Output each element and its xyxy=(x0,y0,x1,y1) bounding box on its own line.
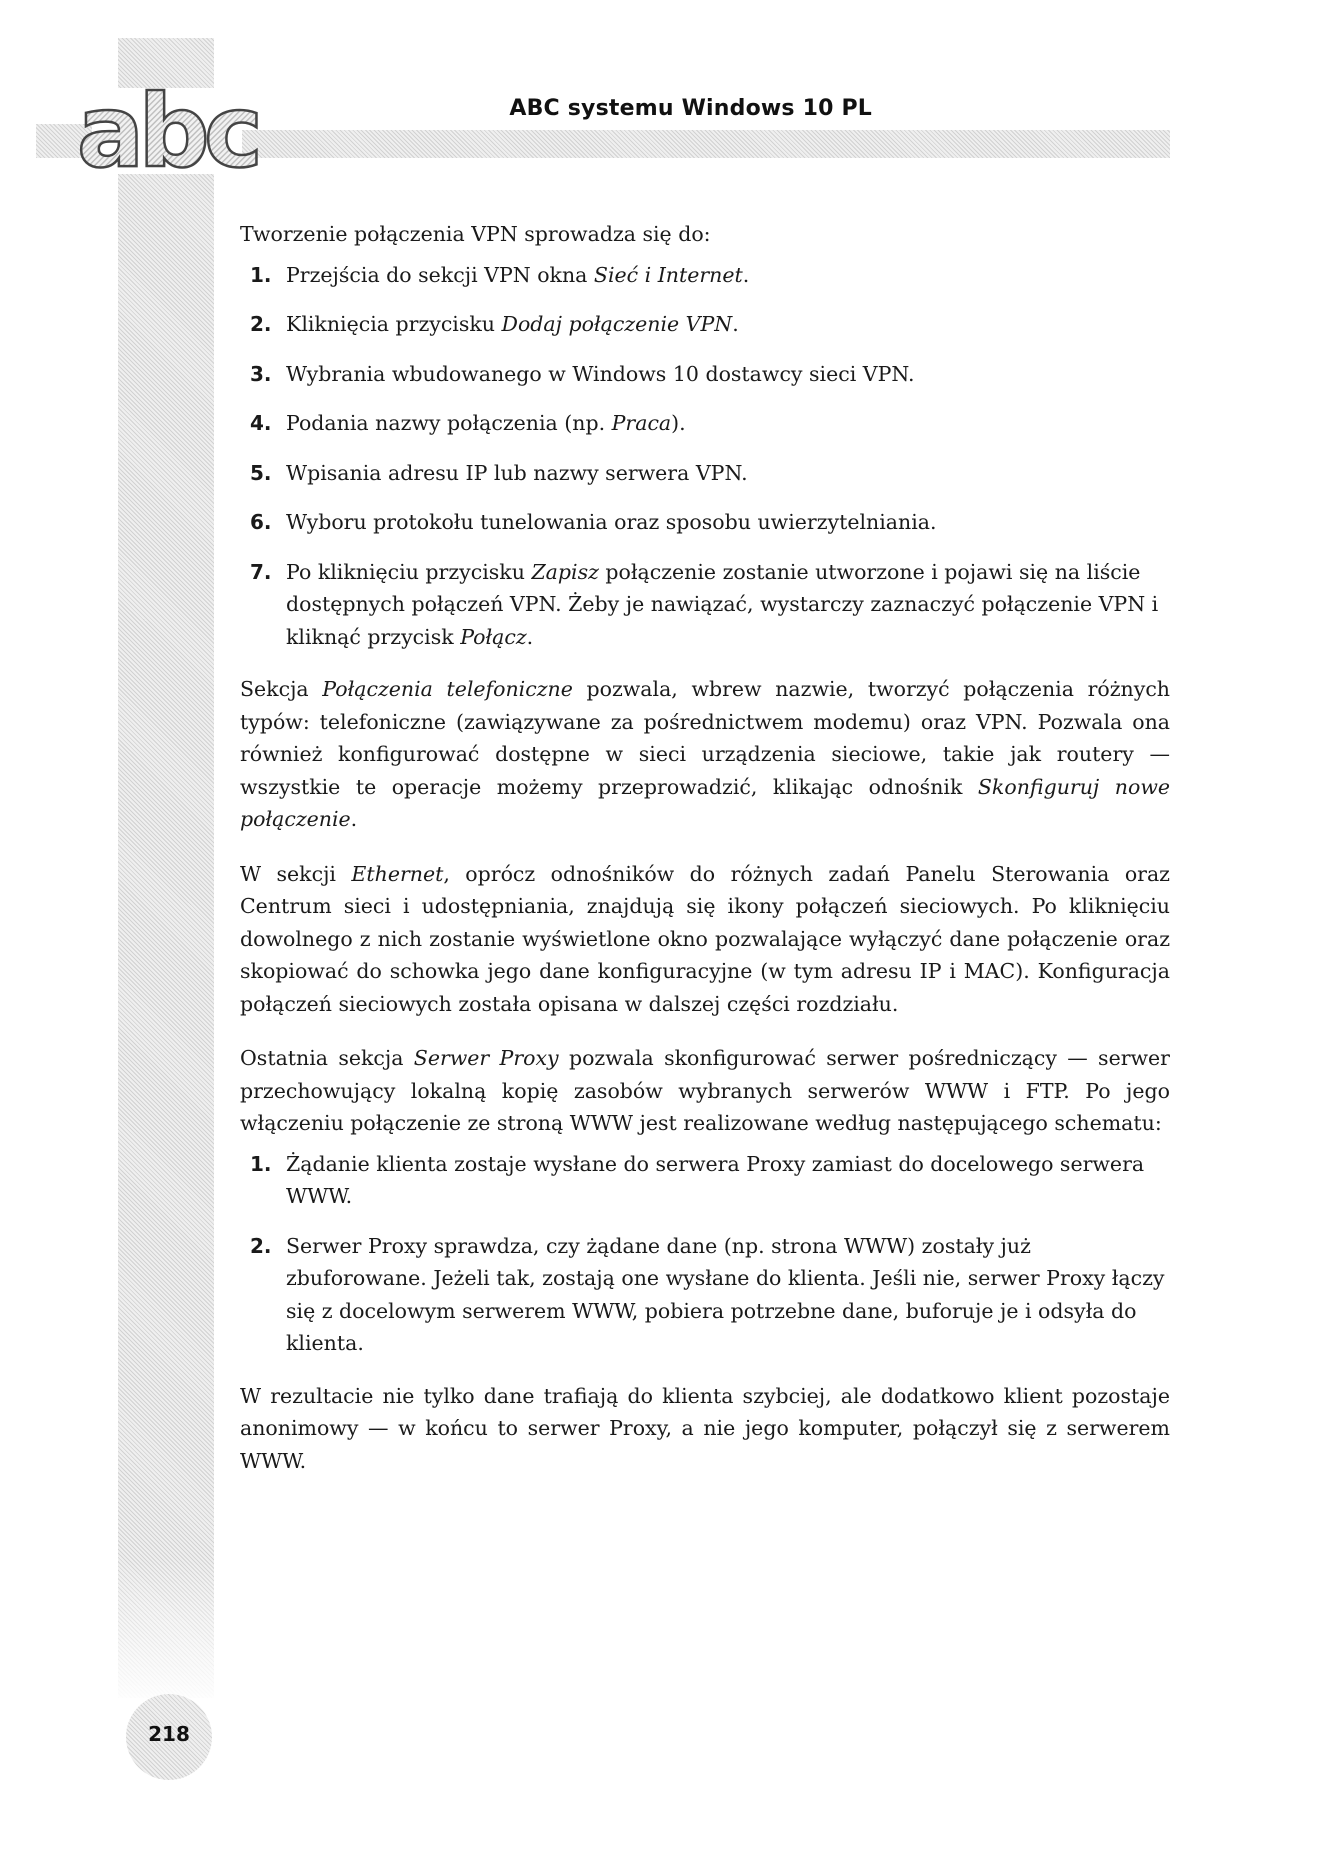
paragraph-text: , oprócz odnośników do różnych zadań Panelu Sterowania oraz Centrum sieci i udostępniania, znajdują się ikony połączeń sieciowych. Po kliknięciu dowolnego z nich zostanie wyświetlone okno pozwalające wyłączyć dane połączenie oraz skopiować do schowka jego dane konfiguracyjne (w tym adresu IP i MAC). Konfiguracja połączeń sieciowych została opisana w dalszej części rozdziału. xyxy=(240,861,1170,1016)
list-item-text: ). xyxy=(671,411,686,435)
list-item xyxy=(250,407,1170,440)
abc-logo xyxy=(76,73,258,190)
page-content xyxy=(240,218,1170,1477)
paragraph-text: . xyxy=(350,807,358,831)
list-item-text: połączenie zostanie utworzone i pojawi się na liście dostępnych połączeń VPN. Żeby je nawiązać, wystarczy zaznaczyć połączenie VPN i kliknąć przycisk xyxy=(286,559,1159,649)
list-item-number: 4. xyxy=(250,411,272,435)
paragraph-emphasis: Serwer Proxy xyxy=(413,1046,559,1070)
ethernet-paragraph xyxy=(240,858,1170,1021)
list-item-text: Kliknięcia przycisku xyxy=(286,312,502,336)
list-item-number: 1. xyxy=(250,262,272,287)
paragraph-text: Sekcja xyxy=(240,677,323,701)
list-item xyxy=(250,259,1170,292)
side-strip-fade xyxy=(118,1560,214,1700)
list-item-text: . xyxy=(732,312,739,336)
paragraph-emphasis: Ethernet xyxy=(351,861,444,886)
list-item-emphasis: Dodaj połączenie VPN xyxy=(501,312,733,336)
intro-paragraph: Tworzenie połączenia VPN sprowadza się do: xyxy=(240,222,711,246)
list-item-number: 7. xyxy=(250,559,272,584)
paragraph-emphasis: Skonfiguruj nowe połączenie xyxy=(240,774,1170,831)
list-item-text: Żądanie klienta zostaje wysłane do serwera Proxy zamiast do docelowego serwera WWW. xyxy=(286,1151,1145,1208)
paragraph-text: Ostatnia sekcja xyxy=(240,1046,414,1070)
vpn-steps-list xyxy=(240,259,1170,654)
dialup-paragraph xyxy=(240,673,1170,836)
list-item-emphasis: Praca xyxy=(611,411,672,435)
list-item-number: 6. xyxy=(250,510,272,534)
paragraph-text: W sekcji xyxy=(240,861,352,886)
page-number: 218 xyxy=(148,1722,190,1746)
list-item-emphasis: Zapisz xyxy=(531,559,599,584)
list-item-emphasis: Sieć i Internet xyxy=(593,262,743,287)
list-item-text: Wyboru protokołu tunelowania oraz sposobu uwierzytelniania. xyxy=(286,510,937,534)
list-item xyxy=(250,308,1170,341)
list-item xyxy=(250,358,1170,391)
list-item-number: 3. xyxy=(250,361,272,386)
list-item-number: 1. xyxy=(250,1151,272,1176)
paragraph-text: pozwala skonfigurować serwer pośredniczący — serwer przechowujący lokalną kopię zasobów wybranych serwerów WWW i FTP. Po jego włączeniu połączenie ze stroną WWW jest realizowane według następującego schematu: xyxy=(240,1046,1170,1135)
list-item-text: Serwer Proxy sprawdza, czy żądane dane (np. strona WWW) zostały już zbuforowane. Jeżeli tak, zostają one wysłane do klienta. Jeśli nie, serwer Proxy łączy się z docelowym serwerem WWW, pobiera potrzebne dane, buforuje je i odsyła do klienta. xyxy=(286,1233,1165,1355)
list-item-number: 2. xyxy=(250,1233,272,1258)
paragraph-text: pozwala, wbrew nazwie, tworzyć połączenia różnych typów: telefoniczne (zawiązywane za pośrednictwem modemu) oraz VPN. Pozwala ona również konfigurować dostępne w sieci urządzenia sieciowe, takie jak routery — wszystkie te operacje możemy przeprowadzić, klikając odnośnik xyxy=(240,677,1170,799)
side-strip xyxy=(118,38,214,1698)
header-band-right xyxy=(240,130,1170,158)
running-head: ABC systemu Windows 10 PL xyxy=(509,96,872,121)
paragraph-emphasis: Połączenia telefoniczne xyxy=(322,677,573,701)
list-item-emphasis: Połącz xyxy=(460,624,527,649)
list-item-text: . xyxy=(742,262,750,287)
list-item-text: Wpisania adresu IP lub nazwy serwera VPN. xyxy=(286,460,748,485)
list-item-text: Wybrania wbudowanego w Windows 10 dostawcy sieci VPN. xyxy=(286,361,915,386)
list-item-number: 2. xyxy=(250,312,272,336)
result-paragraph xyxy=(240,1380,1170,1478)
list-item xyxy=(250,1230,1170,1360)
list-item xyxy=(250,506,1170,539)
proxy-steps-list xyxy=(240,1148,1170,1360)
paragraph-text: W rezultacie nie tylko dane trafiają do klienta szybciej, ale dodatkowo klient pozostaje anonimowy — w końcu to serwer Proxy, a nie jego komputer, połączył się z serwerem WWW. xyxy=(240,1383,1170,1473)
logo-text: abc xyxy=(76,73,258,190)
list-item-number: 5. xyxy=(250,460,272,485)
list-item xyxy=(250,1148,1170,1213)
list-item-text: Podania nazwy połączenia (np. xyxy=(286,411,612,435)
proxy-paragraph xyxy=(240,1042,1170,1140)
list-item xyxy=(250,556,1170,654)
list-item-text: Przejścia do sekcji VPN okna xyxy=(286,262,594,287)
list-item xyxy=(250,457,1170,490)
list-item-text: Po kliknięciu przycisku xyxy=(286,559,532,584)
list-item-text: . xyxy=(526,624,534,649)
